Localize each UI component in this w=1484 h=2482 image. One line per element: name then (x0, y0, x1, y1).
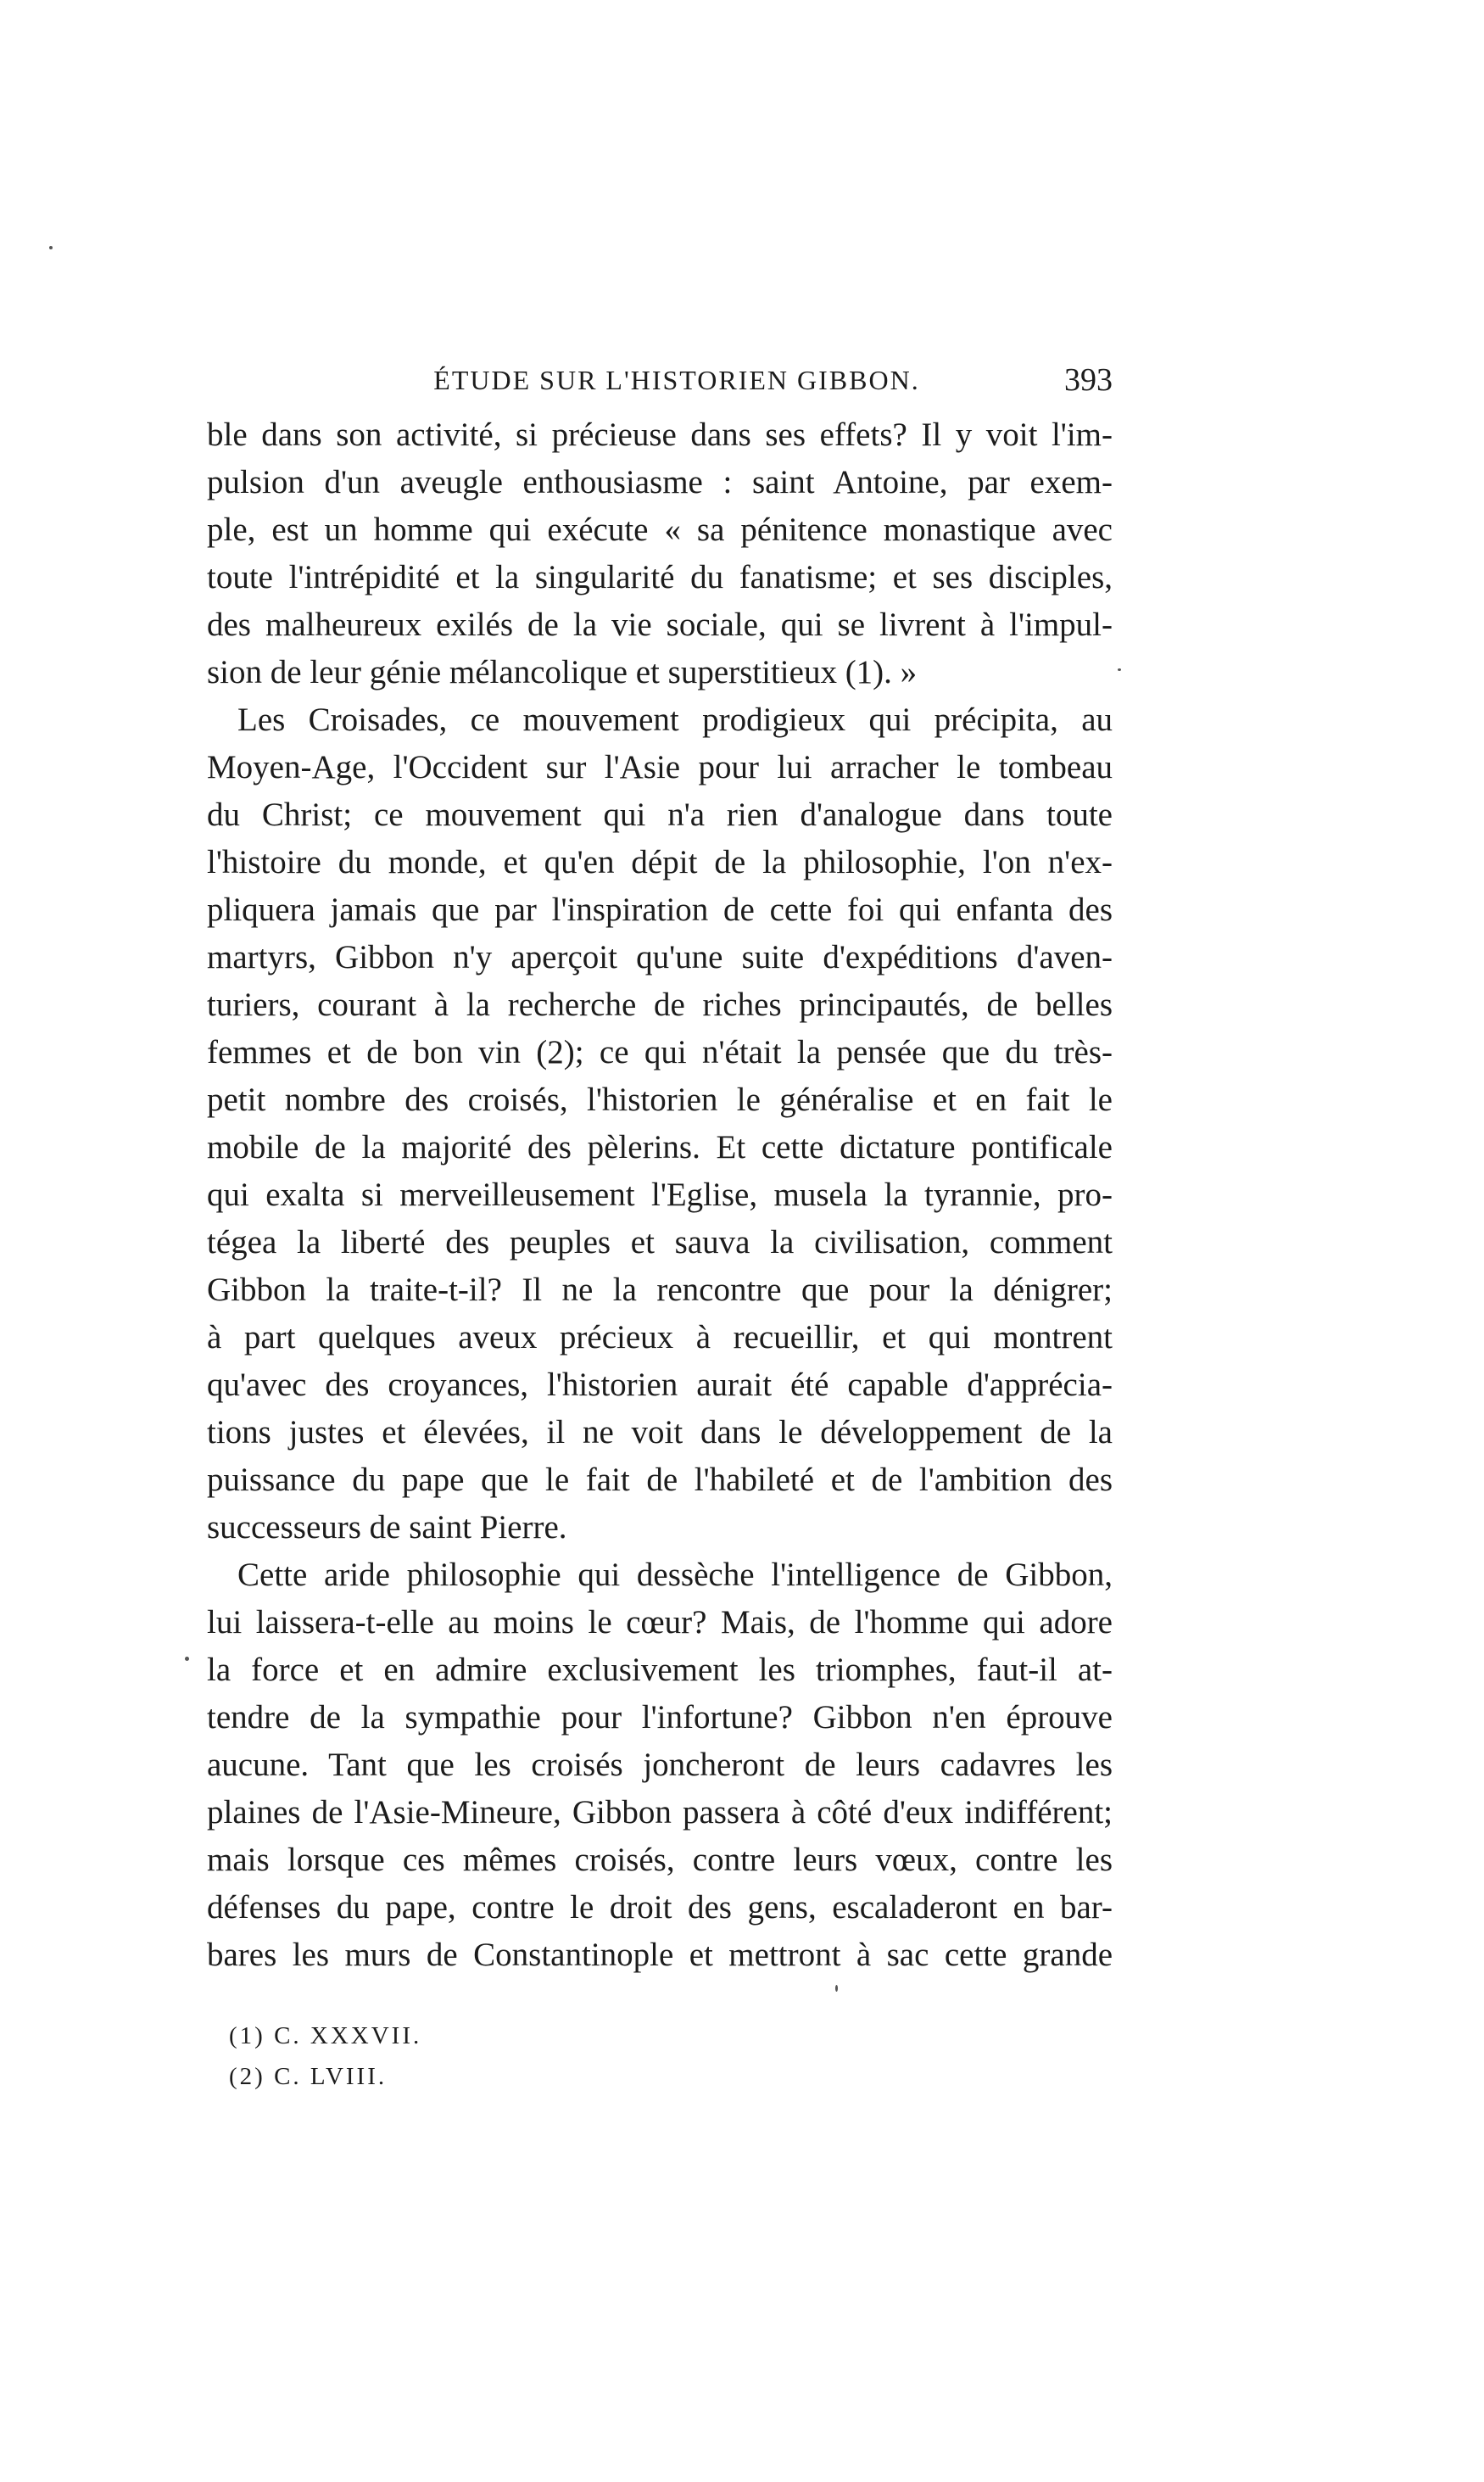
text-line: femmes et de bon vin (2); ce qui n'était la pensée que du très- (207, 1034, 1113, 1071)
text-line: plaines de l'Asie-Mineure, Gibbon passera à côté d'eux indifférent; (207, 1794, 1113, 1831)
text-line: tions justes et élevées, il ne voit dans le développement de la (207, 1414, 1113, 1451)
text-line: qu'avec des croyances, l'historien aurait été capable d'apprécia- (207, 1367, 1113, 1403)
footnote: (2) C. LVIII. (229, 2063, 388, 2090)
page-header (207, 355, 1113, 405)
text-line: petit nombre des croisés, l'historien le généralise et en fait le (207, 1082, 1113, 1118)
text-line: puissance du pape que le fait de l'habileté et de l'ambition des (207, 1462, 1113, 1498)
text-line: lui laissera-t-elle au moins le cœur? Mais, de l'homme qui adore (207, 1604, 1113, 1641)
text-line: pliquera jamais que par l'inspiration de cette foi qui enfanta des (207, 892, 1113, 928)
text-line: successeurs de saint Pierre. (207, 1509, 567, 1546)
page-number: 393 (1064, 362, 1113, 398)
text-line: du Christ; ce mouvement qui n'a rien d'analogue dans toute (207, 797, 1113, 833)
text-line: turiers, courant à la recherche de riches principautés, de belles (207, 987, 1113, 1023)
text-line: ple, est un homme qui exécute « sa pénitence monastique avec (207, 511, 1113, 548)
text-line: tendre de la sympathie pour l'infortune? Gibbon n'en éprouve (207, 1699, 1113, 1736)
running-title: ÉTUDE SUR L'HISTORIEN GIBBON. (433, 365, 920, 395)
text-line: aucune. Tant que les croisés joncheront de leurs cadavres les (207, 1747, 1113, 1783)
text-line: défenses du pape, contre le droit des gens, escaladeront en bar- (207, 1889, 1113, 1926)
paper-speck (49, 246, 53, 249)
text-line: Cette aride philosophie qui dessèche l'intelligence de Gibbon, (237, 1557, 1113, 1593)
footnote: (1) C. XXXVII. (229, 2022, 422, 2049)
text-line: mais lorsque ces mêmes croisés, contre leurs vœux, contre les (207, 1842, 1113, 1878)
text-line: toute l'intrépidité et la singularité du fanatisme; et ses disciples, (207, 559, 1113, 595)
paper-speck (1118, 668, 1121, 671)
text-line: à part quelques aveux précieux à recueillir, et qui montrent (207, 1319, 1113, 1356)
text-line: l'histoire du monde, et qu'en dépit de la philosophie, l'on n'ex- (207, 844, 1113, 880)
text-line: la force et en admire exclusivement les triomphes, faut-il at- (207, 1652, 1113, 1688)
text-line: Moyen-Age, l'Occident sur l'Asie pour lui arracher le tombeau (207, 749, 1113, 785)
text-line: Gibbon la traite-t-il? Il ne la rencontre que pour la dénigrer; (207, 1272, 1113, 1308)
paper-speck (835, 1985, 838, 1992)
text-line: sion de leur génie mélancolique et superstitieux (1). » (207, 654, 918, 690)
text-line: des malheureux exilés de la vie sociale, qui se livrent à l'impul- (207, 607, 1113, 643)
paper-speck (185, 1657, 189, 1661)
text-line: Les Croisades, ce mouvement prodigieux qui précipita, au (237, 702, 1113, 738)
text-line: qui exalta si merveilleusement l'Eglise, musela la tyrannie, pro- (207, 1177, 1113, 1213)
text-line: mobile de la majorité des pèlerins. Et cette dictature pontificale (207, 1129, 1113, 1166)
text-line: pulsion d'un aveugle enthousiasme : saint Antoine, par exem- (207, 464, 1113, 500)
text-line: tégea la liberté des peuples et sauva la civilisation, comment (207, 1224, 1113, 1261)
text-line: bares les murs de Constantinople et mettront à sac cette grande (207, 1937, 1113, 1973)
text-line: martyrs, Gibbon n'y aperçoit qu'une suite d'expéditions d'aven- (207, 939, 1113, 975)
text-line: ble dans son activité, si précieuse dans ses effets? Il y voit l'im- (207, 416, 1113, 453)
